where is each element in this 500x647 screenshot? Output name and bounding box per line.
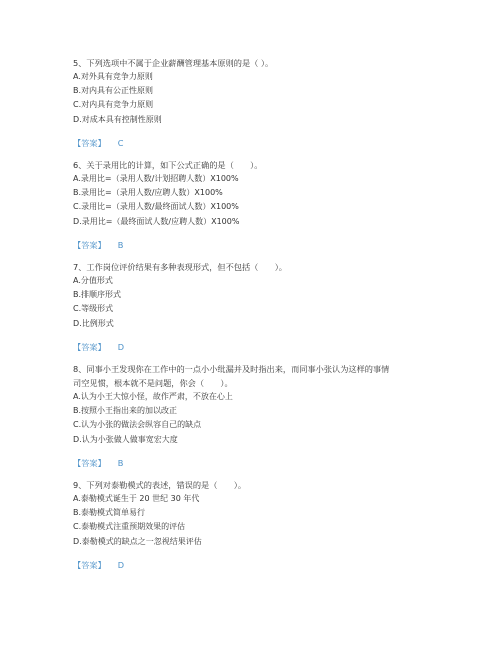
answer [73,137,433,149]
answer-label: 【答案】 [73,137,106,148]
question-6 [73,158,433,251]
option-a: A.认为小王大惊小怪，故作严肃，不放在心上 [73,392,233,401]
answer-value: D [117,559,125,570]
answer-label: 【答案】 [73,559,106,570]
option-d: D.泰勒模式的缺点之一忽视结果评估 [73,536,202,546]
answer-label: 【答案】 [73,457,106,468]
option-a: A.录用比=（录用人数/计划招聘人数）X100% [73,174,239,183]
option-b: B.对内具有公正性原则 [73,86,154,96]
option-c: C.认为小张的做法会纵容自己的缺点 [73,420,202,430]
option-d: D.认为小张做人做事宽宏大度 [73,434,178,444]
question-title-line-1: 8、同事小王发现你在工作中的一点小小纰漏并及时指出来，而同事小张认为这样的事情 [73,364,390,374]
question-title-line-2: 司空见惯，根本就不是问题，你会（ ）。 [73,378,233,388]
question-9 [73,478,433,571]
option-c: C.对内具有竞争力原则 [73,100,154,110]
answer-value: B [117,457,124,468]
question-title: 9、下列对泰勒模式的表述，错误的是（ ）。 [73,480,247,490]
answer [73,559,433,571]
option-a: A.对外具有竞争力原则 [73,72,153,81]
option-c: C.泰勒模式注重预期效果的评估 [73,522,186,532]
option-b: B.按照小王指出来的加以改正 [73,406,178,416]
question-title: 7、工作岗位评价结果有多种表现形式，但不包括（ ）。 [73,262,287,272]
question-5 [73,56,433,149]
answer-value: D [117,341,125,352]
option-a: A.分值形式 [73,276,113,285]
answer-label: 【答案】 [73,239,106,250]
option-c: C.等级形式 [73,304,114,314]
answer-label: 【答案】 [73,341,106,352]
question-title: 5、下列选项中不属于企业薪酬管理基本原则的是（ ）。 [73,58,274,68]
question-8 [73,362,433,469]
option-d: D.比例形式 [73,318,114,328]
option-d: D.录用比=（最终面试人数/应聘人数）X100% [73,216,240,226]
answer-value: C [117,137,124,148]
answer [73,239,433,251]
answer-value: B [117,239,124,250]
question-7 [73,260,433,353]
answer [73,341,433,353]
option-d: D.对成本具有控制性原则 [73,114,162,124]
option-b: B.泰勒模式简单易行 [73,508,146,518]
option-c: C.录用比=（录用人数/最终面试人数）X100% [73,202,239,212]
option-b: B.录用比=（录用人数/应聘人数）X100% [73,188,223,198]
answer [73,457,433,469]
option-b: B.排顺序形式 [73,290,122,300]
option-a: A.泰勒模式诞生于 20 世纪 30 年代 [73,494,200,503]
question-title: 6、关于录用比的计算，如下公式正确的是（ ）。 [73,160,263,170]
